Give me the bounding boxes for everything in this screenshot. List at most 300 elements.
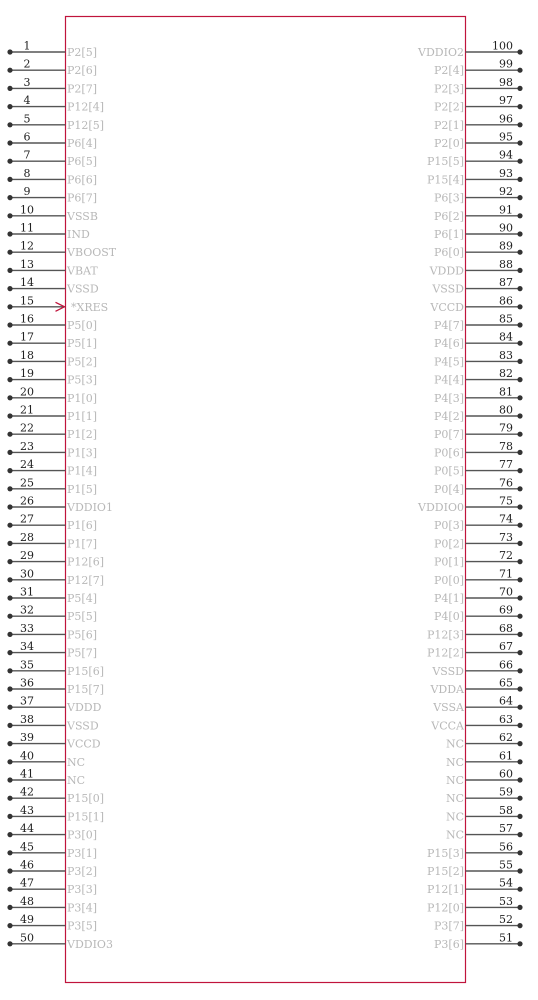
pin-endpoint[interactable] [517, 741, 522, 746]
pin-89 [434, 240, 523, 260]
pin-endpoint[interactable] [7, 832, 12, 837]
pin-endpoint[interactable] [7, 486, 12, 491]
pin-endpoint[interactable] [517, 777, 522, 782]
pin-number: 18 [20, 348, 34, 362]
pin-name: P5[6] [67, 628, 97, 642]
pin-name: P0[7] [434, 428, 464, 442]
pin-name: VDDD [67, 701, 102, 715]
pin-number: 77 [499, 458, 513, 472]
pin-23 [7, 440, 97, 460]
pin-99 [434, 58, 523, 78]
pin-number: 5 [23, 112, 31, 126]
pin-endpoint[interactable] [517, 850, 522, 855]
pin-18 [7, 349, 97, 369]
pin-name: P6[1] [434, 228, 464, 241]
pin-endpoint[interactable] [517, 905, 522, 910]
pin-endpoint[interactable] [7, 286, 12, 291]
pin-number: 15 [20, 294, 34, 308]
pin-name: P2[0] [434, 137, 464, 150]
pin-8 [7, 167, 97, 187]
pin-number: 26 [20, 494, 34, 508]
pin-88 [429, 258, 523, 278]
pin-name: VSSD [432, 282, 464, 296]
pin-name: P6[0] [434, 246, 464, 260]
pin-endpoint[interactable] [7, 322, 12, 327]
left-pin-column [7, 40, 116, 951]
pin-name: P3[2] [67, 865, 97, 878]
pin-name: P15[2] [427, 865, 464, 878]
pin-name: P5[0] [67, 319, 97, 332]
pin-name: VDDD [429, 264, 464, 278]
pin-name: P3[5] [67, 919, 97, 933]
pin-2 [7, 58, 97, 78]
pin-endpoint[interactable] [7, 759, 12, 764]
pin-68 [427, 622, 523, 642]
pin-number: 43 [20, 803, 34, 817]
pin-65 [429, 677, 522, 697]
pin-number: 2 [23, 57, 31, 71]
pin-85 [434, 313, 523, 333]
pin-number: 95 [499, 130, 513, 144]
pin-name: NC [445, 792, 464, 806]
pin-number: 97 [499, 94, 513, 108]
pin-19 [7, 367, 97, 387]
pin-endpoint[interactable] [517, 122, 522, 127]
pin-name: P12[7] [67, 573, 104, 587]
pin-endpoint[interactable] [517, 450, 522, 455]
pin-12 [7, 240, 116, 260]
pin-name: VSSD [67, 282, 99, 296]
pin-number: 79 [499, 421, 513, 435]
pin-name: P1[7] [67, 537, 97, 551]
pin-name: P5[2] [67, 355, 97, 369]
pin-number: 55 [499, 858, 513, 872]
pin-endpoint[interactable] [517, 140, 522, 145]
pin-endpoint[interactable] [7, 177, 12, 182]
pin-endpoint[interactable] [7, 686, 12, 691]
pin-endpoint[interactable] [517, 941, 522, 946]
pin-number: 14 [20, 276, 34, 290]
pin-name: P2[6] [67, 64, 97, 78]
pin-30 [7, 567, 104, 587]
pin-endpoint[interactable] [517, 523, 522, 528]
pin-number: 86 [499, 294, 513, 308]
pin-number: 30 [20, 567, 34, 581]
pin-name: P3[7] [434, 919, 464, 933]
pin-name: NC [445, 774, 464, 787]
pin-endpoint[interactable] [517, 759, 522, 764]
pin-name: P6[6] [67, 173, 97, 187]
pin-number: 7 [23, 148, 31, 162]
pin-endpoint[interactable] [7, 468, 12, 473]
pin-endpoint[interactable] [7, 359, 12, 364]
right-pin-column [417, 40, 523, 951]
pin-number: 68 [499, 621, 513, 635]
pin-number: 87 [499, 276, 513, 290]
pin-endpoint[interactable] [7, 231, 12, 236]
pin-endpoint[interactable] [517, 250, 522, 255]
pin-endpoint[interactable] [7, 395, 12, 400]
pin-endpoint[interactable] [7, 777, 12, 782]
pin-endpoint[interactable] [7, 140, 12, 145]
pin-endpoint[interactable] [517, 268, 522, 273]
pin-endpoint[interactable] [7, 923, 12, 928]
pin-endpoint[interactable] [517, 577, 522, 582]
pin-number: 12 [20, 239, 34, 253]
pin-number: 36 [20, 676, 34, 690]
pin-49 [7, 913, 97, 933]
pin-number: 100 [492, 39, 513, 53]
pin-endpoint[interactable] [517, 213, 522, 218]
pin-22 [7, 422, 97, 442]
pin-endpoint[interactable] [7, 650, 12, 655]
pin-4 [7, 94, 104, 114]
pin-endpoint[interactable] [517, 614, 522, 619]
pin-47 [7, 877, 97, 897]
pin-endpoint[interactable] [517, 86, 522, 91]
pin-endpoint[interactable] [7, 741, 12, 746]
pin-number: 35 [20, 658, 34, 672]
pin-number: 76 [499, 476, 513, 490]
pin-endpoint[interactable] [7, 541, 12, 546]
pin-endpoint[interactable] [7, 341, 12, 346]
pin-endpoint[interactable] [7, 159, 12, 164]
pin-number: 96 [499, 112, 513, 126]
pin-endpoint[interactable] [517, 814, 522, 819]
pin-number: 63 [499, 712, 513, 726]
pin-9 [7, 185, 97, 205]
pin-87 [431, 276, 522, 296]
pin-name: VDDA [430, 683, 464, 696]
pin-39 [7, 731, 100, 751]
pin-50 [7, 931, 113, 951]
pin-endpoint[interactable] [517, 159, 522, 164]
pin-number: 20 [20, 385, 34, 399]
pin-endpoint[interactable] [7, 86, 12, 91]
pin-number: 45 [20, 840, 34, 854]
pin-number: 28 [20, 530, 34, 544]
pin-endpoint[interactable] [517, 887, 522, 892]
pin-number: 83 [499, 348, 513, 362]
pin-endpoint[interactable] [517, 231, 522, 236]
pin-number: 58 [499, 803, 513, 817]
pin-endpoint[interactable] [7, 122, 12, 127]
pin-endpoint[interactable] [517, 195, 522, 200]
pin-number: 89 [499, 239, 513, 253]
pin-75 [417, 495, 523, 515]
pin-endpoint[interactable] [7, 504, 12, 509]
pin-84 [434, 331, 523, 351]
pin-number: 62 [499, 731, 513, 745]
pin-98 [434, 76, 523, 96]
pin-number: 34 [20, 640, 34, 654]
pin-name: P2[3] [434, 82, 464, 96]
pin-number: 10 [20, 203, 34, 217]
pin-78 [434, 440, 523, 460]
pin-endpoint[interactable] [7, 304, 12, 309]
pin-name: P4[4] [434, 373, 464, 387]
pin-45 [7, 840, 97, 860]
pin-name: P15[4] [427, 173, 464, 187]
pin-number: 25 [20, 476, 34, 490]
pin-endpoint[interactable] [517, 668, 522, 673]
pin-20 [7, 385, 97, 405]
pin-endpoint[interactable] [7, 432, 12, 437]
pin-endpoint[interactable] [7, 213, 12, 218]
pin-name: P2[5] [67, 46, 97, 59]
pin-name: P2[4] [434, 64, 464, 78]
pin-60 [446, 768, 523, 788]
pin-number: 51 [499, 931, 513, 945]
pin-number: 50 [20, 931, 34, 945]
pin-56 [427, 840, 523, 860]
pin-number: 8 [23, 166, 31, 180]
pin-endpoint[interactable] [7, 49, 12, 54]
pin-26 [7, 495, 113, 515]
pin-name: P0[4] [434, 482, 464, 496]
pin-name: P15[1] [67, 810, 104, 824]
pin-endpoint[interactable] [517, 341, 522, 346]
pin-endpoint[interactable] [517, 705, 522, 710]
pin-endpoint[interactable] [517, 632, 522, 637]
pin-endpoint[interactable] [517, 923, 522, 928]
pin-number: 47 [20, 876, 34, 890]
pin-name: VBAT [67, 264, 98, 278]
pin-number: 91 [499, 203, 513, 217]
pin-name: P15[0] [67, 792, 104, 806]
pin-endpoint[interactable] [7, 68, 12, 73]
pin-name: P6[5] [67, 155, 97, 169]
pin-endpoint[interactable] [517, 68, 522, 73]
pin-endpoint[interactable] [7, 250, 12, 255]
pin-number: 3 [23, 75, 31, 89]
pin-name: P0[3] [434, 519, 464, 533]
pin-endpoint[interactable] [517, 104, 522, 109]
pin-95 [434, 131, 523, 151]
pin-endpoint[interactable] [7, 705, 12, 710]
pin-name: NC [67, 774, 86, 787]
pin-endpoint[interactable] [517, 49, 522, 54]
pin-endpoint[interactable] [7, 614, 12, 619]
pin-name: P15[3] [427, 846, 464, 860]
pin-number: 13 [20, 257, 34, 271]
pin-name: P3[3] [67, 883, 97, 897]
pin-67 [427, 640, 523, 660]
pin-endpoint[interactable] [7, 668, 12, 673]
pin-name: P6[3] [434, 191, 464, 205]
pin-name: P6[7] [67, 191, 97, 205]
pin-6 [7, 131, 97, 151]
pin-name: P15[7] [67, 683, 104, 696]
pin-endpoint[interactable] [517, 723, 522, 728]
pin-endpoint[interactable] [7, 595, 12, 600]
pin-endpoint[interactable] [517, 486, 522, 491]
pin-62 [446, 731, 523, 751]
pin-83 [434, 349, 523, 369]
pin-number: 33 [20, 621, 34, 635]
pin-16 [7, 313, 97, 333]
pin-name: P3[1] [67, 846, 97, 860]
pin-endpoint[interactable] [517, 868, 522, 873]
pin-name: P4[7] [434, 319, 464, 332]
pin-name: *XRES [71, 300, 109, 314]
pin-number: 6 [23, 130, 31, 144]
pin-endpoint[interactable] [7, 104, 12, 109]
pin-name: VSSD [67, 719, 99, 733]
pin-27 [7, 513, 97, 533]
pin-endpoint[interactable] [7, 559, 12, 564]
pin-number: 94 [499, 148, 513, 162]
pin-10 [7, 203, 98, 223]
pin-endpoint[interactable] [7, 796, 12, 801]
pin-name: P5[7] [67, 646, 97, 660]
pin-endpoint[interactable] [7, 195, 12, 200]
pin-42 [7, 786, 104, 806]
pin-64 [432, 695, 522, 715]
pin-63 [430, 713, 522, 733]
pin-number: 41 [20, 767, 34, 781]
pin-endpoint[interactable] [517, 304, 522, 309]
pin-number: 21 [20, 403, 34, 417]
pin-number: 61 [499, 749, 513, 763]
pin-endpoint[interactable] [7, 450, 12, 455]
pin-name: P2[2] [434, 100, 464, 114]
pin-name: P3[0] [67, 828, 97, 842]
pin-endpoint[interactable] [517, 541, 522, 546]
pin-endpoint[interactable] [517, 796, 522, 801]
pin-endpoint[interactable] [517, 395, 522, 400]
pin-37 [7, 695, 101, 715]
pin-endpoint[interactable] [517, 322, 522, 327]
pin-endpoint[interactable] [517, 504, 522, 509]
pin-endpoint[interactable] [7, 632, 12, 637]
pin-name: VCCD [67, 737, 101, 751]
pin-number: 73 [499, 530, 513, 544]
pin-endpoint[interactable] [7, 850, 12, 855]
pin-endpoint[interactable] [517, 559, 522, 564]
pin-name: P1[0] [67, 391, 97, 405]
pin-endpoint[interactable] [517, 832, 522, 837]
pin-endpoint[interactable] [517, 359, 522, 364]
pin-endpoint[interactable] [7, 723, 12, 728]
pin-number: 29 [20, 549, 34, 563]
pin-100 [417, 40, 523, 60]
pin-74 [434, 513, 523, 533]
pin-number: 84 [499, 330, 513, 344]
pin-53 [427, 895, 523, 915]
pin-endpoint[interactable] [7, 377, 12, 382]
pin-name: P4[6] [434, 337, 464, 351]
pin-endpoint[interactable] [517, 468, 522, 473]
pin-name: P0[2] [434, 537, 464, 551]
pin-name: P0[0] [434, 573, 464, 587]
pin-71 [434, 567, 523, 587]
pin-54 [427, 877, 523, 897]
pin-59 [446, 786, 523, 806]
pin-name: P1[3] [67, 446, 97, 460]
pin-55 [427, 859, 523, 879]
pin-endpoint[interactable] [7, 268, 12, 273]
pin-name: NC [445, 755, 464, 769]
pin-number: 11 [20, 221, 34, 235]
pin-number: 82 [499, 367, 513, 381]
pin-number: 78 [499, 439, 513, 453]
pin-number: 39 [20, 731, 34, 745]
pin-endpoint[interactable] [7, 413, 12, 418]
pin-5 [7, 112, 104, 132]
pin-name: NC [67, 755, 86, 769]
pin-name: P15[5] [427, 155, 464, 169]
pin-endpoint[interactable] [7, 905, 12, 910]
pin-endpoint[interactable] [517, 686, 522, 691]
pin-name: VSSB [67, 209, 98, 223]
pin-number: 54 [499, 876, 513, 890]
pin-number: 31 [20, 585, 34, 599]
pin-name: P2[7] [67, 82, 97, 96]
pin-number: 64 [499, 694, 513, 708]
pin-69 [434, 604, 523, 624]
pin-endpoint[interactable] [7, 814, 12, 819]
pin-name: P4[1] [434, 592, 464, 605]
pin-endpoint[interactable] [517, 650, 522, 655]
pin-endpoint[interactable] [7, 523, 12, 528]
pin-endpoint[interactable] [517, 595, 522, 600]
pin-70 [434, 586, 523, 606]
pin-endpoint[interactable] [7, 887, 12, 892]
pin-name: P6[2] [434, 209, 464, 223]
pin-number: 80 [499, 403, 513, 417]
pin-48 [7, 895, 97, 915]
pin-name: VCCD [430, 300, 464, 314]
pin-number: 56 [499, 840, 513, 854]
pin-number: 16 [20, 312, 34, 326]
pin-35 [7, 658, 104, 678]
pin-name: P12[1] [427, 883, 464, 897]
pin-name: P1[2] [67, 428, 97, 442]
pin-number: 24 [20, 458, 34, 472]
pin-number: 44 [20, 822, 34, 836]
pin-endpoint[interactable] [517, 286, 522, 291]
pin-endpoint[interactable] [7, 577, 12, 582]
pin-name: P5[1] [67, 337, 97, 351]
pin-name: VSSA [433, 701, 464, 715]
pin-endpoint[interactable] [7, 941, 12, 946]
pin-endpoint[interactable] [517, 177, 522, 182]
pin-number: 71 [499, 567, 513, 581]
pin-number: 59 [499, 785, 513, 799]
pin-number: 17 [20, 330, 34, 344]
pin-number: 92 [499, 185, 513, 199]
pin-1 [7, 40, 97, 60]
pin-name: P4[5] [434, 355, 464, 369]
pin-endpoint[interactable] [517, 432, 522, 437]
pin-name: P3[4] [67, 901, 97, 915]
pin-90 [434, 222, 523, 242]
pin-name: P1[1] [67, 410, 97, 423]
pin-endpoint[interactable] [7, 868, 12, 873]
pin-name: P4[2] [434, 410, 464, 423]
pin-endpoint[interactable] [517, 377, 522, 382]
pin-name: IND [67, 228, 90, 241]
pin-66 [431, 658, 522, 678]
pin-number: 98 [499, 75, 513, 89]
pin-name: P5[5] [67, 610, 97, 624]
pin-3 [7, 76, 97, 96]
pin-endpoint[interactable] [517, 413, 522, 418]
pin-number: 32 [20, 603, 34, 617]
pin-36 [7, 677, 104, 697]
pin-17 [7, 331, 97, 351]
